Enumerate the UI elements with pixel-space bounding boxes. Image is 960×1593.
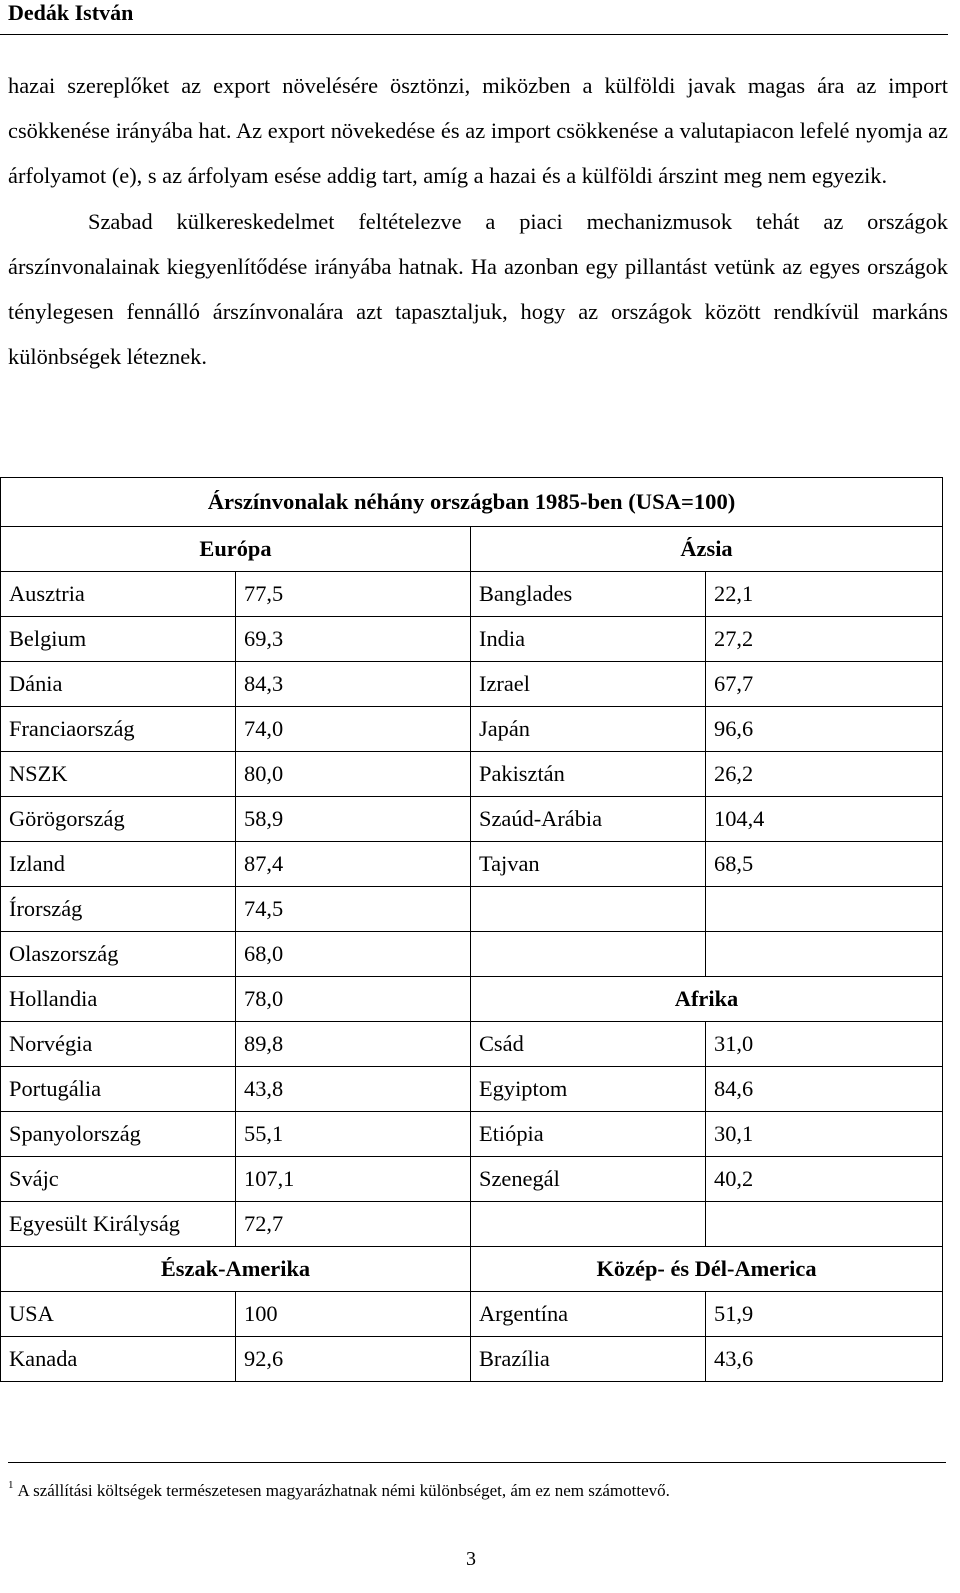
price-level-table [0,477,943,1382]
table-title: Árszínvonalak néhány országban 1985-ben (USA=100) [1,478,943,527]
table-row [1,617,943,662]
country-name: Etiópia [471,1112,706,1157]
price-level-value: 77,5 [236,572,471,617]
country-name: Szaúd-Arábia [471,797,706,842]
country-name: Brazília [471,1337,706,1382]
country-name: Portugália [1,1067,236,1112]
price-level-value: 68,0 [236,932,471,977]
country-name: Pakisztán [471,752,706,797]
price-level-value: 74,0 [236,707,471,752]
price-level-value: 84,6 [706,1067,943,1112]
price-level-value: 22,1 [706,572,943,617]
footnote-rule [8,1462,946,1463]
price-level-value: 51,9 [706,1292,943,1337]
region-north-america: Észak-Amerika [1,1247,471,1292]
country-name: Svájc [1,1157,236,1202]
table-row [1,752,943,797]
country-name: Franciaország [1,707,236,752]
country-name: Argentína [471,1292,706,1337]
table-row [1,1067,943,1112]
price-level-value: 40,2 [706,1157,943,1202]
country-name: Olaszország [1,932,236,977]
price-level-value: 92,6 [236,1337,471,1382]
price-level-value: 43,8 [236,1067,471,1112]
price-level-value: 107,1 [236,1157,471,1202]
country-name: Ausztria [1,572,236,617]
region-latin-america: Közép- és Dél-America [471,1247,943,1292]
country-name: Belgium [1,617,236,662]
table-row [1,1112,943,1157]
price-level-value: 27,2 [706,617,943,662]
region-asia: Ázsia [471,527,943,572]
table-row [1,1157,943,1202]
price-level-value: 80,0 [236,752,471,797]
price-level-value: 74,5 [236,887,471,932]
country-name: Japán [471,707,706,752]
table-row [1,1292,943,1337]
table-row [1,932,943,977]
country-name: Izrael [471,662,706,707]
price-level-value: 43,6 [706,1337,943,1382]
country-name: Egyesült Királyság [1,1202,236,1247]
paragraph-1: hazai szereplőket az export növelésére ösztönzi, miközben a külföldi javak magas ára az import csökkenése irányába hat. Az export növekedése és az import csökkenése a valutapiacon lefelé nyomja az árfolyamot (e), s az árfolyam esése addig tart, amíg a hazai és a külföldi árszint meg nem egyezik. [8,73,948,189]
country-name: Görögország [1,797,236,842]
price-level-value: 69,3 [236,617,471,662]
country-name: Tajvan [471,842,706,887]
price-level-value: 68,5 [706,842,943,887]
footnote [8,1473,670,1503]
country-name: Dánia [1,662,236,707]
paragraph-2: Szabad külkereskedelmet feltételezve a piaci mechanizmusok tehát az országok árszínvonalainak kiegyenlítődése irányába hatnak. Ha azonban egy pillantást vetünk az egyes országok ténylegesen fennálló árszínvonalára azt tapasztaljuk, hogy az országok között rendkívül markáns különbségek léteznek. [8,208,948,370]
region-europe: Európa [1,527,471,572]
empty-cell [706,1202,943,1247]
price-level-value: 78,0 [236,977,471,1022]
page-number: 3 [466,1548,476,1570]
price-level-value: 26,2 [706,752,943,797]
country-name: Egyiptom [471,1067,706,1112]
country-name: Szenegál [471,1157,706,1202]
empty-cell [471,1202,706,1247]
price-level-value: 100 [236,1292,471,1337]
header-rule [0,34,948,35]
footnote-text: A szállítási költségek természetesen magyarázhatnak némi különbséget, ám ez nem számottevő. [17,1481,670,1500]
region-africa: Afrika [471,977,943,1022]
body-text [8,63,948,379]
table-row [1,707,943,752]
country-name: USA [1,1292,236,1337]
table-row [1,887,943,932]
country-name: Írország [1,887,236,932]
region-header-row [1,1247,943,1292]
country-name: Hollandia [1,977,236,1022]
price-level-value: 58,9 [236,797,471,842]
price-level-value: 84,3 [236,662,471,707]
price-level-value [706,887,943,932]
table-title-row [1,478,943,527]
price-level-value: 96,6 [706,707,943,752]
price-level-value: 30,1 [706,1112,943,1157]
price-level-value: 31,0 [706,1022,943,1067]
table-row [1,1202,943,1247]
price-level-value: 55,1 [236,1112,471,1157]
country-name: Norvégia [1,1022,236,1067]
table-row [1,977,943,1022]
price-level-value: 72,7 [236,1202,471,1247]
running-header-author: Dedák István [8,0,134,25]
country-name: Banglades [471,572,706,617]
country-name: Csád [471,1022,706,1067]
country-name [471,887,706,932]
price-level-value [706,932,943,977]
table-row [1,842,943,887]
country-name: India [471,617,706,662]
table-row [1,572,943,617]
table-row [1,662,943,707]
country-name [471,932,706,977]
country-name: Izland [1,842,236,887]
country-name: NSZK [1,752,236,797]
table-row [1,1337,943,1382]
region-header-row [1,527,943,572]
price-level-value: 67,7 [706,662,943,707]
country-name: Spanyolország [1,1112,236,1157]
price-level-value: 89,8 [236,1022,471,1067]
table-row [1,1022,943,1067]
footnote-marker: 1 [8,1479,14,1491]
price-level-value: 87,4 [236,842,471,887]
country-name: Kanada [1,1337,236,1382]
price-level-value: 104,4 [706,797,943,842]
table-row [1,797,943,842]
